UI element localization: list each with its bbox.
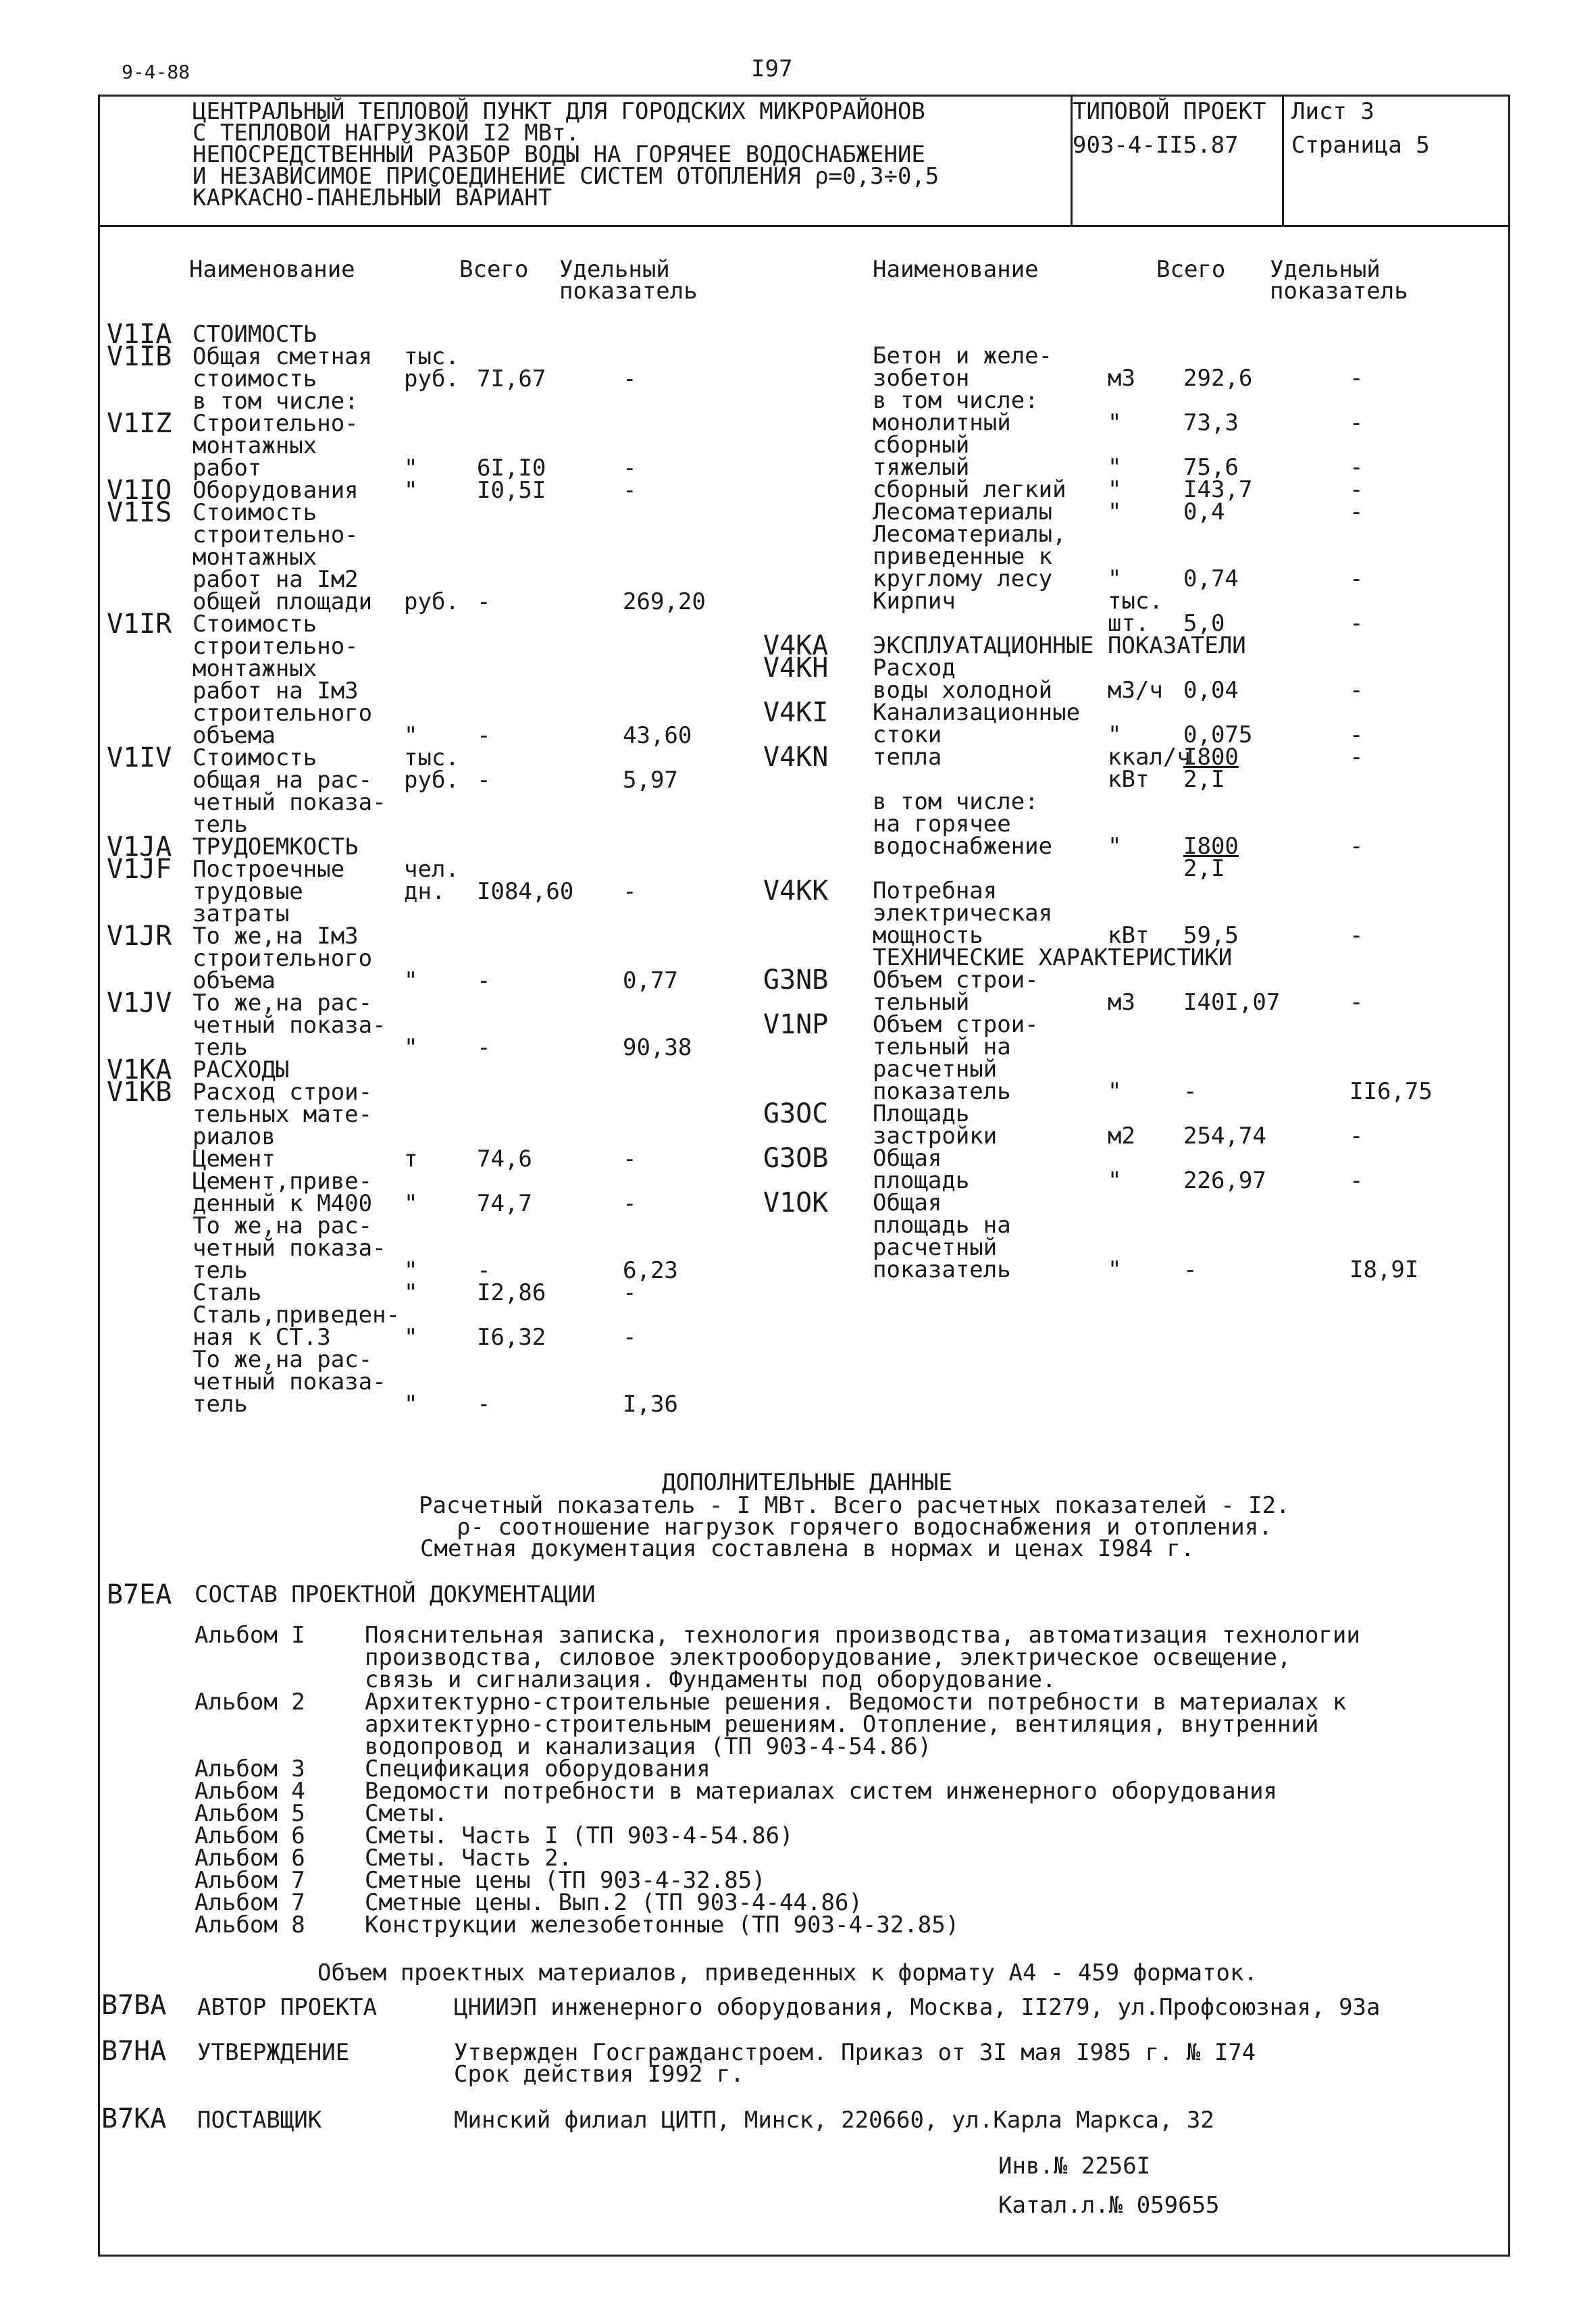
row-total: - <box>477 1257 491 1284</box>
row-name-line: тельный на <box>873 1033 1011 1060</box>
row-name-line: Строительно- <box>192 410 359 437</box>
row-code: V4KN <box>763 742 829 773</box>
row-specific: - <box>1349 365 1364 392</box>
row-name-line: СТОИМОСТЬ <box>192 321 317 348</box>
row-code: V1IV <box>107 742 172 773</box>
additional-line: Сметная документация составлена в нормах и ценах I984 г. <box>420 1535 1195 1562</box>
row-code: V1IB <box>107 341 172 372</box>
row-specific: 5,97 <box>623 767 678 794</box>
row-specific: - <box>1349 1123 1364 1150</box>
row-specific: 43,60 <box>623 722 692 749</box>
row-specific: - <box>1349 833 1364 860</box>
row-total: I40I,07 <box>1183 989 1281 1016</box>
row-name-line: круглому лесу <box>873 565 1053 592</box>
row-unit: м3 <box>1108 989 1135 1016</box>
row-name-line: Кирпич <box>873 588 956 615</box>
supplier-text: Минский филиал ЦИТП, Минск, 220660, ул.Карла Маркса, 32 <box>454 2107 1214 2134</box>
album-label: Альбом 5 <box>195 1800 305 1827</box>
header-title-line: НЕПОСРЕДСТВЕННЫЙ РАЗБОР ВОДЫ НА ГОРЯЧЕЕ ВОДОСНАБЖЕНИЕ <box>192 141 925 168</box>
row-specific: - <box>1349 677 1364 704</box>
catalog-number: Катал.л.№ 059655 <box>998 2192 1220 2219</box>
row-total: - <box>477 767 491 794</box>
album-label: Альбом 6 <box>195 1845 305 1872</box>
album-label: Альбом 4 <box>195 1778 305 1805</box>
row-name-line: монтажных <box>192 544 317 571</box>
row-name-line: трудовые <box>192 878 303 905</box>
row-name-line: То же,на Iм3 <box>192 923 359 950</box>
page-of: Страница 5 <box>1291 132 1430 159</box>
row-name-line: ТЕХНИЧЕСКИЕ ХАРАКТЕРИСТИКИ <box>873 944 1233 971</box>
row-name-line: То же,на рас- <box>192 1346 373 1373</box>
supplier-label: ПОСТАВЩИК <box>197 2107 322 2134</box>
row-unit: " <box>1108 476 1122 503</box>
row-unit: дн. <box>404 878 446 905</box>
row-name-line: Построечные <box>192 856 345 883</box>
row-name-line: денный к М400 <box>192 1190 373 1217</box>
approval-code: B7HA <box>101 2036 167 2067</box>
row-name-line: затраты <box>192 900 290 927</box>
row-name-line: расчетный <box>873 1056 998 1083</box>
row-unit: " <box>404 722 418 749</box>
row-name-line: монтажных <box>192 432 317 459</box>
row-unit: " <box>404 1190 418 1217</box>
additional-title: ДОПОЛНИТЕЛЬНЫЕ ДАННЫЕ <box>662 1469 952 1496</box>
row-total: 6I,I0 <box>477 455 546 482</box>
row-name-line: общая на рас- <box>192 767 373 794</box>
row-name-line: То же,на рас- <box>192 1212 373 1239</box>
album-description: водопровод и канализация (ТП 903-4-54.86) <box>365 1733 932 1760</box>
row-specific: I,36 <box>623 1391 678 1418</box>
row-unit: " <box>404 967 418 994</box>
row-specific: - <box>1349 1167 1364 1194</box>
row-name-line: Цемент,приве- <box>192 1168 373 1195</box>
row-name-line: Расход строи- <box>192 1079 373 1106</box>
album-description: Спецификация оборудования <box>365 1755 711 1782</box>
album-description: Ведомости потребности в материалах систем инженерного оборудования <box>365 1778 1278 1805</box>
row-name-line: работ на Iм3 <box>192 677 359 704</box>
row-unit: " <box>1108 833 1122 860</box>
row-name-line: четный показа- <box>192 1012 386 1039</box>
row-name-line: Канализационные <box>873 699 1081 726</box>
row-total: 2,I <box>1183 855 1225 882</box>
row-total: 0,04 <box>1183 677 1239 704</box>
author-text: ЦНИИЭП инженерного оборудования, Москва, II279, ул.Профсоюзная, 93а <box>454 1994 1381 2021</box>
row-name-line: ная к СТ.3 <box>192 1324 331 1351</box>
row-total: I0,5I <box>477 477 546 504</box>
row-unit: " <box>404 1324 418 1351</box>
additional-line: Расчетный показатель - I МВт. Всего расчетных показателей - I2. <box>419 1492 1290 1519</box>
header-title-line: КАРКАСНО-ПАНЕЛЬНЫЙ ВАРИАНТ <box>192 184 552 211</box>
row-code: V1IZ <box>107 408 172 439</box>
row-total: I43,7 <box>1183 476 1253 503</box>
row-total: 292,6 <box>1183 365 1253 392</box>
row-unit: м3/ч <box>1108 677 1163 704</box>
row-total: I800 <box>1183 744 1239 771</box>
row-unit: руб. <box>404 588 459 615</box>
row-unit: " <box>404 477 418 504</box>
row-name-line: тельный <box>873 989 970 1016</box>
row-specific: - <box>1349 922 1364 949</box>
col-header-total: Всего <box>459 256 529 283</box>
row-name-line: площадь <box>873 1167 970 1194</box>
row-code: V1JF <box>107 854 172 885</box>
row-name-line: тель <box>192 1034 248 1061</box>
inventory-number: Инв.№ 2256I <box>998 2153 1151 2180</box>
row-unit: т <box>404 1146 418 1173</box>
col-header-name: Наименование <box>189 256 355 283</box>
row-name-line: тельных мате- <box>192 1101 373 1128</box>
album-label: Альбом 3 <box>195 1755 305 1782</box>
row-specific: - <box>623 1146 637 1173</box>
row-name-line: монолитный <box>873 409 1011 436</box>
album-description: связь и сигнализация. Фундаменты под оборудование. <box>365 1666 1056 1693</box>
row-total: - <box>1183 1078 1198 1105</box>
row-unit: тыс. <box>404 343 459 370</box>
album-description: Сметы. <box>365 1800 448 1827</box>
row-total: I2,86 <box>477 1279 546 1306</box>
album-description: Сметы. Часть I (ТП 903-4-54.86) <box>365 1822 794 1849</box>
row-name-line: Цемент <box>192 1146 276 1173</box>
row-name-line: Объем строи- <box>873 967 1039 994</box>
album-label: Альбом 6 <box>195 1822 305 1849</box>
album-description: Сметные цены (ТП 903-4-32.85) <box>365 1867 766 1894</box>
row-code: V1JA <box>107 831 172 863</box>
row-name-line: расчетный <box>873 1234 998 1261</box>
row-unit: шт. <box>1108 610 1150 637</box>
top-left-mark: 9-4-88 <box>122 61 190 83</box>
album-description: Сметы. Часть 2. <box>365 1845 573 1872</box>
row-name-line: тель <box>192 1391 248 1418</box>
col-header-name: Наименование <box>873 256 1039 283</box>
row-code: V1IR <box>107 609 172 640</box>
supplier-code: B7KA <box>101 2103 167 2134</box>
album-description: производства, силовое электрооборудование, электрическое освещение, <box>365 1644 1291 1671</box>
row-name-line: объема <box>192 967 276 994</box>
row-total: 75,6 <box>1183 454 1239 481</box>
row-name-line: воды холодной <box>873 677 1053 704</box>
row-code: V1KB <box>107 1077 172 1108</box>
row-specific: - <box>623 1279 637 1306</box>
approval-label: УТВЕРЖДЕНИЕ <box>197 2039 350 2066</box>
row-unit: " <box>1108 1256 1122 1283</box>
row-name-line: Стоимость <box>192 611 317 638</box>
row-unit: м3 <box>1108 365 1135 392</box>
row-specific: 269,20 <box>623 588 706 615</box>
row-name-line: Стоимость <box>192 499 317 526</box>
row-specific: - <box>623 1190 637 1217</box>
row-name-line: стоимость <box>192 365 317 392</box>
col-header-specific: Удельный <box>1270 256 1381 283</box>
row-specific: - <box>1349 744 1364 771</box>
album-description: Сметные цены. Вып.2 (ТП 903-4-44.86) <box>365 1889 863 1916</box>
row-code: V1NP <box>763 1009 829 1040</box>
row-name-line: водоснабжение <box>873 833 1053 860</box>
row-unit: " <box>1108 454 1122 481</box>
row-total: I800 <box>1183 833 1239 860</box>
row-total: 5,0 <box>1183 610 1225 637</box>
row-unit: кВт <box>1108 922 1150 949</box>
row-specific: - <box>623 365 637 392</box>
row-name-line: РАСХОДЫ <box>192 1056 290 1083</box>
row-unit: руб. <box>404 767 459 794</box>
row-name-line: Оборудования <box>192 477 359 504</box>
row-name-line: сборный <box>873 432 970 459</box>
row-name-line: Общая сметная <box>192 343 373 370</box>
col-header-specific: показатель <box>559 278 698 305</box>
volume-note: Объем проектных материалов, приведенных к формату А4 - 459 форматок. <box>317 1959 1258 1986</box>
row-specific: 0,77 <box>623 967 678 994</box>
row-name-line: Объем строи- <box>873 1011 1039 1038</box>
row-name-line: тепла <box>873 744 942 771</box>
row-total: I084,60 <box>477 878 574 905</box>
row-unit: " <box>1108 721 1122 748</box>
row-name-line: Бетон и желе- <box>873 342 1053 369</box>
album-description: Архитектурно-строительные решения. Ведомости потребности в материалах к <box>365 1689 1347 1716</box>
row-name-line: строительного <box>192 700 373 727</box>
row-name-line: работ на Iм2 <box>192 566 359 593</box>
row-name-line: четный показа- <box>192 789 386 816</box>
project-number: 903-4-II5.87 <box>1073 132 1239 159</box>
row-name-line: Расход <box>873 654 956 682</box>
page-number: I97 <box>751 55 793 82</box>
author-code: B7BA <box>101 1990 167 2021</box>
row-total: 74,7 <box>477 1190 532 1217</box>
row-unit: " <box>1108 498 1122 525</box>
row-specific: - <box>1349 498 1364 525</box>
row-specific: - <box>1349 989 1364 1016</box>
row-code: G3NB <box>763 965 829 996</box>
row-unit: руб. <box>404 365 459 392</box>
row-specific: II6,75 <box>1349 1078 1433 1105</box>
row-specific: 6,23 <box>623 1257 678 1284</box>
row-unit: ккал/ч <box>1108 744 1191 771</box>
project-label: ТИПОВОЙ ПРОЕКТ <box>1073 98 1266 125</box>
row-unit: " <box>1108 409 1122 436</box>
row-name-line: тель <box>192 1257 248 1284</box>
header-title-line: И НЕЗАВИСИМОЕ ПРИСОЕДИНЕНИЕ СИСТЕМ ОТОПЛЕНИЯ ρ=0,3÷0,5 <box>192 163 939 190</box>
row-name-line: сборный легкий <box>873 476 1066 503</box>
approval-line: Утвержден Госгражданстроем. Приказ от 3I мая I985 г. № I74 <box>454 2039 1256 2066</box>
row-name-line: Лесоматериалы, <box>873 521 1066 548</box>
composition-title: СОСТАВ ПРОЕКТНОЙ ДОКУМЕНТАЦИИ <box>195 1581 596 1608</box>
col-header-specific: Удельный <box>559 256 670 283</box>
row-total: 0,075 <box>1183 721 1253 748</box>
row-total: - <box>477 967 491 994</box>
row-code: V1IA <box>107 319 172 350</box>
row-name-line: общей площади <box>192 588 373 615</box>
header-divider <box>98 225 1508 227</box>
sheet-number: Лист 3 <box>1291 98 1374 125</box>
approval-line: Срок действия I992 г. <box>454 2061 744 2088</box>
row-unit: " <box>1108 565 1122 592</box>
row-unit: чел. <box>404 856 459 883</box>
row-name-line: тяжелый <box>873 454 970 481</box>
row-unit: кВт <box>1108 766 1150 793</box>
row-name-line: Стоимость <box>192 744 317 771</box>
row-name-line: зобетон <box>873 365 970 392</box>
row-specific: - <box>623 455 637 482</box>
row-total: - <box>477 1391 491 1418</box>
row-name-line: Сталь <box>192 1279 262 1306</box>
row-name-line: То же,на рас- <box>192 989 373 1017</box>
row-total: I6,32 <box>477 1324 546 1351</box>
row-total: 0,74 <box>1183 565 1239 592</box>
row-name-line: строительно- <box>192 633 359 660</box>
row-total: - <box>477 722 491 749</box>
row-unit: " <box>404 1391 418 1418</box>
row-specific: - <box>1349 454 1364 481</box>
row-name-line: приведенные к <box>873 543 1053 570</box>
row-specific: - <box>623 878 637 905</box>
row-specific: - <box>623 477 637 504</box>
album-label: Альбом 8 <box>195 1911 305 1938</box>
row-unit: " <box>404 455 418 482</box>
row-code: V1KA <box>107 1054 172 1085</box>
col-header-total: Всего <box>1156 256 1226 283</box>
row-name-line: показатель <box>873 1078 1011 1105</box>
row-code: G3OC <box>763 1098 829 1129</box>
album-description: Пояснительная записка, технология производства, автоматизация технологии <box>365 1622 1360 1649</box>
row-code: G3OB <box>763 1143 829 1174</box>
row-name-line: мощность <box>873 922 983 949</box>
row-unit: тыс. <box>1108 588 1163 615</box>
row-specific: - <box>1349 409 1364 436</box>
album-label: Альбом 7 <box>195 1867 305 1894</box>
row-total: 2,I <box>1183 766 1225 793</box>
row-name-line: в том числе: <box>873 387 1039 414</box>
row-unit: " <box>404 1257 418 1284</box>
row-name-line: застройки <box>873 1123 998 1150</box>
row-unit: " <box>404 1279 418 1306</box>
row-name-line: строительного <box>192 945 373 972</box>
album-label: Альбом I <box>195 1622 305 1649</box>
row-name-line: риалов <box>192 1123 276 1150</box>
row-unit: " <box>1108 1167 1122 1194</box>
row-specific: - <box>1349 476 1364 503</box>
row-name-line: показатель <box>873 1256 1011 1283</box>
row-total: - <box>1183 1256 1198 1283</box>
row-name-line: электрическая <box>873 900 1053 927</box>
row-name-line: на горячее <box>873 811 1011 838</box>
row-name-line: в том числе: <box>192 388 359 415</box>
row-code: V4KH <box>763 652 829 684</box>
row-name-line: Площадь <box>873 1100 970 1127</box>
header-title-line: С ТЕПЛОВОЙ НАГРУЗКОЙ I2 МВт. <box>192 120 580 147</box>
row-name-line: ЭКСПЛУАТАЦИОННЫЕ ПОКАЗАТЕЛИ <box>873 632 1246 659</box>
header-title-line: ЦЕНТРАЛЬНЫЙ ТЕПЛОВОЙ ПУНКТ ДЛЯ ГОРОДСКИХ МИКРОРАЙОНОВ <box>192 98 925 125</box>
row-code: V1IS <box>107 497 172 528</box>
additional-line: ρ- соотношение нагрузок горячего водоснабжения и отопления. <box>457 1514 1272 1541</box>
row-total: 7I,67 <box>477 365 546 392</box>
row-name-line: стоки <box>873 721 942 748</box>
row-name-line: ТРУДОЕМКОСТЬ <box>192 833 359 860</box>
row-total: 0,4 <box>1183 498 1225 525</box>
row-name-line: строительно- <box>192 521 359 548</box>
row-total: 226,97 <box>1183 1167 1266 1194</box>
composition-code: B7EA <box>107 1579 172 1610</box>
album-label: Альбом 7 <box>195 1889 305 1916</box>
row-specific: 90,38 <box>623 1034 692 1061</box>
row-total: - <box>477 588 491 615</box>
row-code: V1JR <box>107 921 172 952</box>
row-name-line: работ <box>192 455 262 482</box>
row-code: V1IO <box>107 475 172 506</box>
album-description: архитектурно-строительным решениям. Отопление, вентиляция, внутренний <box>365 1711 1319 1738</box>
row-name-line: Лесоматериалы <box>873 498 1053 525</box>
row-code: V1JV <box>107 987 172 1019</box>
row-code: V1OK <box>763 1187 829 1218</box>
row-name-line: площадь на <box>873 1212 1011 1239</box>
author-label: АВТОР ПРОЕКТА <box>197 1994 378 2021</box>
row-specific: I8,9I <box>1349 1256 1419 1283</box>
row-total: 73,3 <box>1183 409 1239 436</box>
row-specific: - <box>1349 721 1364 748</box>
row-name-line: Сталь,приведен- <box>192 1302 401 1329</box>
col-header-specific: показатель <box>1270 278 1408 305</box>
row-code: V4KA <box>763 630 829 661</box>
row-name-line: Общая <box>873 1145 942 1172</box>
row-unit: " <box>404 1034 418 1061</box>
row-total: 74,6 <box>477 1146 532 1173</box>
row-specific: - <box>1349 610 1364 637</box>
row-total: - <box>477 1034 491 1061</box>
row-name-line: в том числе: <box>873 788 1039 815</box>
album-label: Альбом 2 <box>195 1689 305 1716</box>
row-name-line: четный показа- <box>192 1235 386 1262</box>
row-total: 59,5 <box>1183 922 1239 949</box>
row-specific: - <box>1349 565 1364 592</box>
row-name-line: тель <box>192 811 248 838</box>
row-name-line: Общая <box>873 1189 942 1216</box>
header-vline-2 <box>1282 95 1284 226</box>
album-description: Конструкции железобетонные (ТП 903-4-32.85) <box>365 1911 960 1938</box>
row-code: V4KI <box>763 697 829 728</box>
row-name-line: четный показа- <box>192 1368 386 1395</box>
row-name-line: монтажных <box>192 655 317 682</box>
row-unit: тыс. <box>404 744 459 771</box>
row-name-line: объема <box>192 722 276 749</box>
row-specific: - <box>623 1324 637 1351</box>
row-code: V4KK <box>763 875 829 906</box>
row-total: 254,74 <box>1183 1123 1266 1150</box>
row-name-line: Потребная <box>873 877 998 904</box>
row-unit: м2 <box>1108 1123 1135 1150</box>
row-unit: " <box>1108 1078 1122 1105</box>
